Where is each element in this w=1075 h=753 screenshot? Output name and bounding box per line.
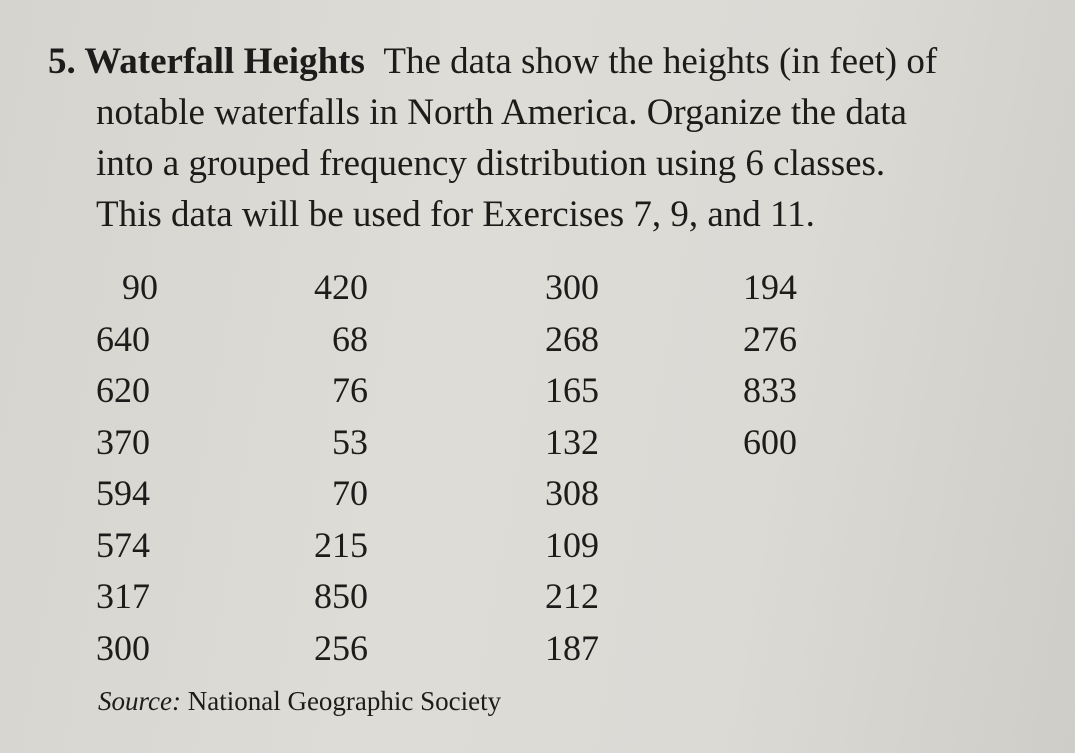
- data-row-7: [96, 571, 816, 623]
- data-cell: 833: [743, 370, 797, 410]
- data-row-2: [96, 314, 816, 366]
- data-cell: 165: [545, 370, 599, 410]
- data-cell: 68: [332, 318, 368, 359]
- source-text: National Geographic Society: [187, 686, 502, 716]
- data-cell: 620: [96, 370, 150, 410]
- data-row-6: [96, 520, 816, 572]
- data-cell: 212: [545, 576, 599, 616]
- data-cell: 574: [96, 524, 150, 565]
- problem-text-line-3: into a grouped frequency distribution using 6 classes.: [96, 143, 886, 184]
- problem-text-line-2: notable waterfalls in North America. Organize the data: [96, 92, 907, 133]
- problem-text-line-4: This data will be used for Exercises 7, 9, and 11.: [96, 194, 815, 235]
- data-cell: 187: [545, 627, 599, 668]
- data-cell: 420: [314, 267, 368, 307]
- data-cell: 90: [122, 267, 158, 307]
- data-cell: 300: [96, 627, 150, 668]
- data-cell: 109: [545, 524, 599, 565]
- exercise-problem: [48, 36, 1058, 240]
- waterfall-data-table: [96, 262, 816, 674]
- data-row-5: [96, 468, 816, 520]
- source-citation: [98, 684, 501, 718]
- data-cell: 70: [332, 473, 368, 513]
- data-cell: 317: [96, 576, 150, 616]
- data-row-3: [96, 365, 816, 417]
- data-cell: 594: [96, 473, 150, 513]
- source-label: Source:: [98, 686, 181, 716]
- problem-text-line-1: The data show the heights (in feet) of: [383, 41, 938, 82]
- data-cell: 256: [314, 627, 368, 668]
- data-cell: 370: [96, 421, 150, 462]
- data-cell: 132: [545, 421, 599, 462]
- data-cell: 76: [332, 370, 368, 410]
- data-cell: 300: [545, 267, 599, 307]
- data-row-4: [96, 417, 816, 469]
- data-cell: 640: [96, 318, 150, 359]
- data-cell: 276: [743, 318, 797, 359]
- data-cell: 268: [545, 318, 599, 359]
- data-cell: 194: [743, 267, 797, 307]
- data-cell: 600: [743, 421, 797, 462]
- data-cell: 53: [332, 421, 368, 462]
- data-row-8: [96, 623, 816, 675]
- problem-number-title: 5. Waterfall Heights: [48, 41, 365, 82]
- data-row-1: [96, 262, 816, 314]
- data-cell: 850: [314, 576, 368, 616]
- data-cell: 308: [545, 473, 599, 513]
- problem-first-line: [48, 36, 1058, 87]
- data-cell: 215: [314, 524, 368, 565]
